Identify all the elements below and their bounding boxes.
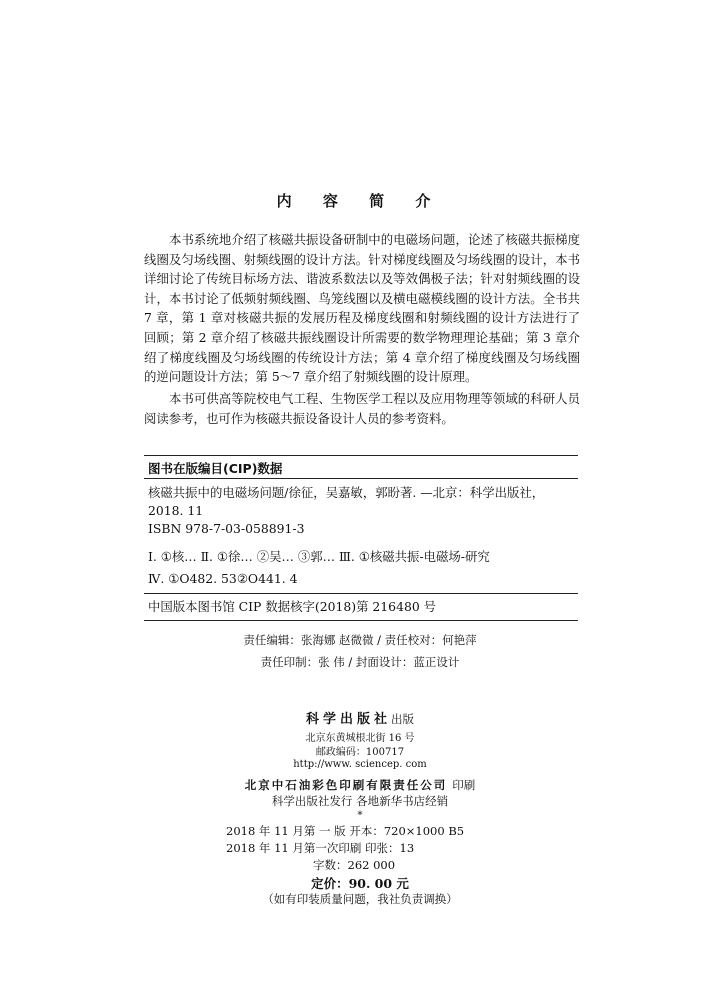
edition-line: 2018 年 11 月第 一 版 开本：720×1000 B5 bbox=[226, 824, 465, 838]
production-credits: 责任印制：张 伟 / 封面设计：蓝正设计 bbox=[260, 655, 460, 669]
cip-record-top-rule bbox=[144, 593, 578, 594]
cip-bottom-rule bbox=[144, 620, 578, 621]
cip-heading-rule bbox=[144, 478, 578, 479]
publisher-suffix: 出版 bbox=[391, 712, 414, 726]
cip-classification-1: Ⅰ. ①核… Ⅱ. ①徐… ②吴… ③郭… Ⅲ. ①核磁共振-电磁场-研究 bbox=[148, 549, 490, 564]
cip-isbn: ISBN 978-7-03-058891-3 bbox=[148, 521, 305, 536]
editor-credits: 责任编辑：张海娜 赵微微 / 责任校对：何艳萍 bbox=[243, 633, 477, 647]
intro-paragraph-1: 本书系统地介绍了核磁共振设备研制中的电磁场问题，论述了核磁共振梯度线圈及匀场线圈、射频线圈的设计方法。针对梯度线圈及匀场线圈的设计，本书详细讨论了传统目标场方法、谐波系数法以及等效偶极子法；针对射频线圈的设计，本书讨论了低频射频线圈、鸟笼线圈以及横电磁模线圈的设计方法。全书共 7 章，第 1 章对核磁共振的发展历程及梯度线圈和射频线圈的设计方法进行了回顾；第 2 章介绍了核磁共振线圈设计所需要的数学物理理论基础；第 3 章介绍了梯度线圈及匀场线圈的传统设计方法；第 4 章介绍了梯度线圈及匀场线圈的逆问题设计方法；第 5～7 章介绍了射频线圈的设计原理。 bbox=[144, 232, 580, 385]
quality-notice: （如有印装质量问题，我社负责调换） bbox=[262, 892, 458, 906]
publisher-website: http://www. sciencep. com bbox=[293, 759, 427, 770]
publisher-line bbox=[0, 708, 720, 727]
distribution-line: 科学出版社发行 各地新华书店经销 bbox=[271, 794, 449, 808]
intro-paragraph-2: 本书可供高等院校电气工程、生物医学工程以及应用物理等领域的科研人员阅读参考，也可作为核磁共振设备设计人员的参考资料。 bbox=[144, 391, 580, 426]
cip-top-rule bbox=[144, 455, 578, 456]
cip-date-line: 2018. 11 bbox=[148, 503, 204, 518]
separator-star: * bbox=[357, 810, 363, 821]
price: 定价：90. 00 元 bbox=[311, 876, 409, 891]
page-title: 内 容 简 介 bbox=[276, 192, 444, 210]
printer-suffix: 印刷 bbox=[452, 778, 476, 792]
printer-line bbox=[0, 774, 720, 793]
publisher-name: 科学出版社 bbox=[305, 712, 391, 727]
word-count: 字数：262 000 bbox=[313, 858, 396, 872]
cip-heading: 图书在版编目(CIP)数据 bbox=[148, 461, 283, 476]
cip-classification-2: Ⅳ. ①O482. 53②O441. 4 bbox=[148, 571, 298, 586]
publisher-address: 北京东黄城根北街 16 号 bbox=[305, 733, 415, 744]
cip-bibliographic-line: 核磁共振中的电磁场问题/徐征，吴嘉敏，郭盼著. —北京：科学出版社， bbox=[148, 485, 545, 500]
printing-line: 2018 年 11 月第一次印刷 印张：13 bbox=[226, 841, 415, 855]
cip-record-number: 中国版本图书馆 CIP 数据核字(2018)第 216480 号 bbox=[148, 599, 437, 614]
printer-name: 北京中石油彩色印刷有限责任公司 bbox=[244, 778, 448, 792]
publisher-postcode: 邮政编码：100717 bbox=[315, 747, 405, 758]
